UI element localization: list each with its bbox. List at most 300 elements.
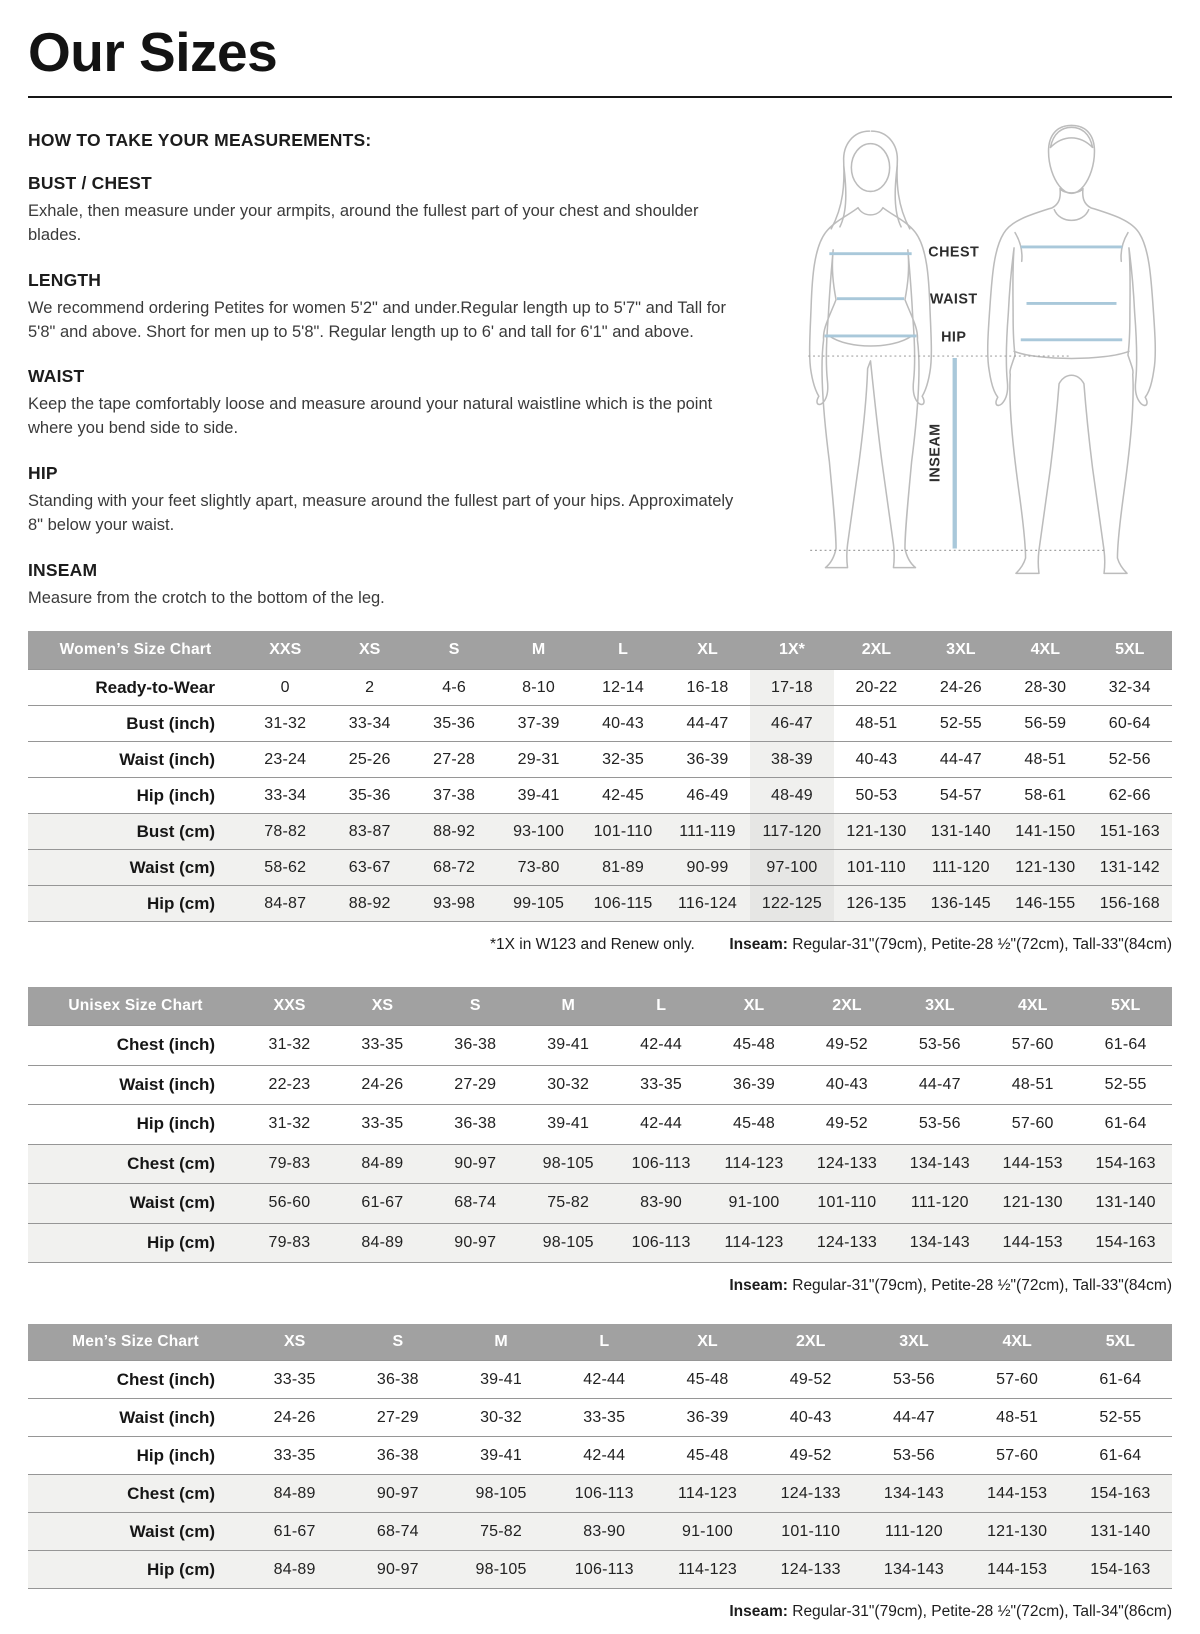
measurement-instructions xyxy=(28,130,770,611)
size-cell: 17-18 xyxy=(750,670,834,705)
size-cell: 101-110 xyxy=(846,858,906,876)
size-cell: 39-41 xyxy=(480,1370,522,1388)
womens-size-chart xyxy=(28,631,1172,967)
hip-label: HIP xyxy=(941,329,967,346)
column-header: XS xyxy=(359,641,381,659)
size-cell: 54-57 xyxy=(939,786,982,804)
size-cell: 36-38 xyxy=(376,1370,419,1388)
size-cell: 45-48 xyxy=(686,1446,729,1464)
size-cell: 154-163 xyxy=(1095,1154,1156,1172)
table-row xyxy=(28,1474,1172,1512)
size-cell: 68-72 xyxy=(433,858,476,876)
table-row xyxy=(28,1398,1172,1436)
size-cell: 33-35 xyxy=(273,1370,316,1388)
section-body: Measure from the crotch to the bottom of the leg. xyxy=(28,589,385,608)
size-cell: 141-150 xyxy=(1015,822,1076,840)
size-cell: 36-38 xyxy=(376,1446,419,1464)
size-cell: 131-140 xyxy=(930,822,991,840)
row-label: Ready-to-Wear xyxy=(95,677,215,697)
size-cell: 156-168 xyxy=(1099,894,1160,912)
column-header: 5XL xyxy=(1115,641,1145,659)
column-header: 4XL xyxy=(1030,641,1060,659)
size-cell: 33-35 xyxy=(361,1115,404,1133)
size-cell: 131-140 xyxy=(1095,1194,1156,1212)
size-cell: 57-60 xyxy=(996,1446,1039,1464)
column-header: XXS xyxy=(273,997,306,1015)
size-cell: 49-52 xyxy=(789,1446,832,1464)
section-body: Standing with your feet slightly apart, measure around the fullest part of your hips. Approximately 8" below your waist. xyxy=(28,492,734,535)
size-cell: 121-130 xyxy=(987,1522,1048,1540)
column-header: S xyxy=(448,641,460,659)
row-label: Hip (cm) xyxy=(147,1232,215,1252)
row-label: Waist (cm) xyxy=(129,857,215,877)
size-cell: 36-39 xyxy=(686,1408,729,1426)
column-header: L xyxy=(656,997,666,1015)
size-cell: 33-35 xyxy=(640,1075,683,1093)
size-cell: 0 xyxy=(280,678,290,696)
size-cell: 154-163 xyxy=(1095,1233,1156,1251)
column-header: XXS xyxy=(269,641,302,659)
size-cell: 53-56 xyxy=(892,1446,935,1464)
column-header: M xyxy=(494,1333,508,1351)
size-cell: 39-41 xyxy=(480,1446,522,1464)
size-cell: 52-55 xyxy=(939,714,982,732)
size-cell: 35-36 xyxy=(348,786,391,804)
column-header: S xyxy=(469,997,481,1015)
table-row xyxy=(28,705,1172,741)
table-row xyxy=(28,1223,1172,1263)
waist-label: WAIST xyxy=(929,291,978,308)
column-header: 5XL xyxy=(1110,997,1141,1015)
footnote-asterisk-note: *1X in W123 and Renew only. xyxy=(490,936,695,954)
table-header-row xyxy=(28,1324,1172,1360)
size-cell: 57-60 xyxy=(996,1370,1039,1388)
table-title: Women’s Size Chart xyxy=(59,641,212,659)
size-cell: 37-39 xyxy=(517,714,560,732)
size-cell: 144-153 xyxy=(987,1484,1048,1502)
section-body: We recommend ordering Petites for women 5'2" and under.Regular length up to 5'7" and Tall for 5'8" and above. Short for men up to 5'8". Regular length up to 6' and tall for 6'1" and above. xyxy=(28,298,726,341)
size-cell: 24-26 xyxy=(939,678,982,696)
size-cell: 28-30 xyxy=(1024,678,1067,696)
size-cell: 35-36 xyxy=(433,714,476,732)
size-cell: 151-163 xyxy=(1099,822,1160,840)
size-cell: 27-28 xyxy=(433,750,476,768)
row-label: Bust (inch) xyxy=(126,713,215,733)
row-label: Waist (cm) xyxy=(129,1193,215,1213)
size-guide-page xyxy=(0,21,1200,1634)
table-title: Unisex Size Chart xyxy=(68,997,203,1015)
size-cell: 61-64 xyxy=(1099,1370,1142,1388)
size-cell: 99-105 xyxy=(513,894,565,912)
size-cell: 53-56 xyxy=(918,1036,961,1054)
size-cell: 101-110 xyxy=(817,1194,877,1212)
size-cell: 111-120 xyxy=(910,1194,969,1212)
column-header: 3XL xyxy=(946,641,976,659)
size-cell: 90-97 xyxy=(454,1154,497,1172)
size-cell: 90-97 xyxy=(376,1484,419,1502)
inseam-note: Inseam: Regular-31"(79cm), Petite-28 ½"(72cm), Tall-34"(86cm) xyxy=(729,1603,1172,1621)
size-cell: 39-41 xyxy=(517,786,560,804)
inseam-note: Inseam: Regular-31"(79cm), Petite-28 ½"(72cm), Tall-33"(84cm) xyxy=(729,1277,1172,1295)
size-cell: 61-64 xyxy=(1099,1446,1142,1464)
size-cell: 16-18 xyxy=(686,678,729,696)
size-cell: 32-35 xyxy=(602,750,644,768)
row-label: Hip (cm) xyxy=(147,893,215,913)
size-cell: 117-120 xyxy=(750,814,834,849)
column-header: XL xyxy=(743,997,765,1015)
size-cell: 20-22 xyxy=(855,678,898,696)
table-title: Men’s Size Chart xyxy=(72,1333,199,1351)
size-cell: 114-123 xyxy=(724,1154,784,1172)
size-cell: 25-26 xyxy=(348,750,391,768)
table-header-row xyxy=(28,987,1172,1025)
column-header: XS xyxy=(371,997,394,1015)
table-footnote xyxy=(28,1588,1172,1634)
row-label: Chest (cm) xyxy=(127,1483,215,1503)
unisex-size-chart xyxy=(28,987,1172,1308)
size-cell: 93-100 xyxy=(513,822,565,840)
row-label: Hip (inch) xyxy=(136,1445,215,1465)
size-cell: 61-67 xyxy=(273,1522,316,1540)
size-cell: 121-130 xyxy=(1015,858,1076,876)
size-cell: 134-143 xyxy=(909,1154,970,1172)
size-cell: 146-155 xyxy=(1015,894,1076,912)
size-cell: 68-74 xyxy=(454,1194,497,1212)
table-row xyxy=(28,813,1172,849)
size-cell: 40-43 xyxy=(602,714,644,732)
table-row xyxy=(28,1436,1172,1474)
size-cell: 23-24 xyxy=(264,750,307,768)
size-cell: 31-32 xyxy=(268,1036,311,1054)
size-cell: 58-62 xyxy=(264,858,307,876)
size-cell: 154-163 xyxy=(1090,1484,1151,1502)
size-cell: 52-55 xyxy=(1099,1408,1142,1426)
size-cell: 52-56 xyxy=(1108,750,1151,768)
row-label: Hip (inch) xyxy=(136,1114,215,1134)
column-header: 2XL xyxy=(832,997,862,1015)
size-cell: 97-100 xyxy=(750,850,834,885)
size-cell: 61-67 xyxy=(361,1194,404,1212)
size-cell: 42-44 xyxy=(640,1115,683,1133)
size-cell: 52-55 xyxy=(1104,1075,1147,1093)
size-cell: 88-92 xyxy=(433,822,476,840)
size-cell: 98-105 xyxy=(542,1154,594,1172)
column-header: S xyxy=(392,1333,404,1351)
table-row xyxy=(28,885,1172,921)
size-cell: 49-52 xyxy=(825,1115,868,1133)
size-cell: 81-89 xyxy=(602,858,644,876)
section-inseam xyxy=(28,560,770,611)
size-cell: 144-153 xyxy=(987,1560,1048,1578)
section-title: HIP xyxy=(28,463,58,484)
size-cell: 84-89 xyxy=(361,1233,404,1251)
size-cell: 111-120 xyxy=(931,858,990,876)
size-cell: 114-123 xyxy=(678,1484,737,1502)
row-label: Waist (inch) xyxy=(119,1407,215,1427)
size-cell: 46-49 xyxy=(686,786,729,804)
size-cell: 101-110 xyxy=(593,822,653,840)
size-cell: 134-143 xyxy=(909,1233,970,1251)
size-cell: 144-153 xyxy=(1002,1233,1063,1251)
size-cell: 44-47 xyxy=(686,714,729,732)
size-cell: 57-60 xyxy=(1011,1036,1054,1054)
table-row xyxy=(28,849,1172,885)
size-cell: 144-153 xyxy=(1002,1154,1063,1172)
size-cell: 42-45 xyxy=(602,786,644,804)
row-label: Waist (inch) xyxy=(119,1074,215,1094)
page-title: Our Sizes xyxy=(28,21,278,83)
section-hip xyxy=(28,463,770,538)
row-label: Waist (inch) xyxy=(119,749,215,769)
size-cell: 46-47 xyxy=(750,706,834,741)
size-cell: 36-38 xyxy=(454,1115,497,1133)
size-cell: 83-90 xyxy=(583,1522,626,1540)
size-cell: 126-135 xyxy=(846,894,907,912)
size-cell: 91-100 xyxy=(681,1522,733,1540)
section-title: BUST / CHEST xyxy=(28,172,152,193)
size-cell: 83-87 xyxy=(348,822,391,840)
column-header: 5XL xyxy=(1105,1333,1136,1351)
size-cell: 121-130 xyxy=(846,822,907,840)
size-cell: 93-98 xyxy=(433,894,476,912)
table-row xyxy=(28,1512,1172,1550)
measurement-diagram xyxy=(770,114,1172,579)
size-cell: 48-51 xyxy=(1011,1075,1054,1093)
inseam-note: Inseam: Regular-31"(79cm), Petite-28 ½"(72cm), Tall-33"(84cm) xyxy=(729,936,1172,954)
size-cell: 33-35 xyxy=(583,1408,626,1426)
size-cell: 154-163 xyxy=(1090,1560,1151,1578)
size-cell: 24-26 xyxy=(361,1075,404,1093)
inseam-label: INSEAM xyxy=(927,423,944,482)
size-cell: 44-47 xyxy=(918,1075,961,1093)
size-cell: 53-56 xyxy=(918,1115,961,1133)
size-cell: 49-52 xyxy=(789,1370,832,1388)
size-cell: 124-133 xyxy=(780,1560,841,1578)
size-cell: 134-143 xyxy=(883,1560,944,1578)
size-cell: 45-48 xyxy=(733,1036,775,1054)
table-row xyxy=(28,741,1172,777)
size-cell: 24-26 xyxy=(273,1408,316,1426)
size-cell: 106-115 xyxy=(593,894,653,912)
size-cell: 84-89 xyxy=(273,1560,316,1578)
table-header-row xyxy=(28,631,1172,669)
table-row xyxy=(28,1360,1172,1398)
table-row xyxy=(28,1104,1172,1144)
size-cell: 40-43 xyxy=(825,1075,868,1093)
female-figure-outline xyxy=(810,131,932,567)
size-cell: 36-38 xyxy=(454,1036,497,1054)
size-cell: 60-64 xyxy=(1108,714,1151,732)
size-cell: 131-142 xyxy=(1099,858,1160,876)
size-cell: 33-34 xyxy=(264,786,307,804)
section-length xyxy=(28,270,770,345)
table-row xyxy=(28,1065,1172,1105)
size-cell: 57-60 xyxy=(1011,1115,1054,1133)
table-row xyxy=(28,1144,1172,1184)
size-cell: 37-38 xyxy=(433,786,476,804)
column-header: M xyxy=(531,641,546,659)
size-cell: 56-60 xyxy=(268,1194,311,1212)
row-label: Waist (cm) xyxy=(129,1521,215,1541)
size-cell: 49-52 xyxy=(825,1036,868,1054)
size-cell: 75-82 xyxy=(547,1194,590,1212)
size-cell: 61-64 xyxy=(1104,1036,1147,1054)
size-cell: 68-74 xyxy=(376,1522,419,1540)
size-cell: 12-14 xyxy=(602,678,644,696)
size-cell: 36-39 xyxy=(686,750,729,768)
column-header: XL xyxy=(697,1333,718,1351)
size-cell: 124-133 xyxy=(780,1484,841,1502)
row-label: Chest (inch) xyxy=(116,1369,215,1389)
size-cell: 44-47 xyxy=(939,750,982,768)
size-cell: 124-133 xyxy=(816,1233,877,1251)
table-footnote xyxy=(28,1262,1172,1308)
size-cell: 90-97 xyxy=(454,1233,497,1251)
size-cell: 88-92 xyxy=(348,894,391,912)
column-header: 2XL xyxy=(861,641,892,659)
size-cell: 84-87 xyxy=(264,894,307,912)
size-cell: 48-49 xyxy=(750,778,834,813)
size-cell: 73-80 xyxy=(517,858,560,876)
size-cell: 61-64 xyxy=(1104,1115,1147,1133)
size-cell: 30-32 xyxy=(547,1075,590,1093)
column-header: 3XL xyxy=(899,1333,929,1351)
size-cell: 8-10 xyxy=(522,678,555,696)
size-cell: 90-99 xyxy=(686,858,729,876)
size-cell: 42-44 xyxy=(640,1036,683,1054)
size-cell: 40-43 xyxy=(789,1408,832,1426)
column-header: L xyxy=(599,1333,610,1351)
size-cell: 31-32 xyxy=(268,1115,311,1133)
section-waist xyxy=(28,366,770,441)
size-cell: 36-39 xyxy=(733,1075,775,1093)
size-cell: 44-47 xyxy=(892,1408,935,1426)
size-cell: 53-56 xyxy=(892,1370,935,1388)
size-cell: 75-82 xyxy=(480,1522,522,1540)
measurements-heading: HOW TO TAKE YOUR MEASUREMENTS: xyxy=(28,129,372,150)
size-cell: 40-43 xyxy=(855,750,898,768)
column-header: XL xyxy=(697,641,718,659)
section-bust-chest xyxy=(28,173,770,248)
size-cell: 58-61 xyxy=(1024,786,1067,804)
section-body: Keep the tape comfortably loose and measure around your natural waistline which is the point where you bend side to side. xyxy=(28,395,713,438)
section-title: LENGTH xyxy=(28,269,102,290)
section-title: WAIST xyxy=(28,366,85,387)
size-cell: 98-105 xyxy=(542,1233,594,1251)
size-cell: 98-105 xyxy=(475,1484,527,1502)
row-label: Hip (cm) xyxy=(147,1559,215,1579)
size-cell: 106-113 xyxy=(574,1484,634,1502)
size-cell: 42-44 xyxy=(583,1446,626,1464)
size-cell: 29-31 xyxy=(517,750,560,768)
size-cell: 2 xyxy=(365,678,375,696)
size-cell: 98-105 xyxy=(475,1560,527,1578)
size-cell: 22-23 xyxy=(268,1075,311,1093)
table-row xyxy=(28,1550,1172,1588)
size-cell: 114-123 xyxy=(678,1560,737,1578)
size-cell: 131-140 xyxy=(1090,1522,1151,1540)
row-label: Hip (inch) xyxy=(136,785,215,805)
size-cell: 33-35 xyxy=(273,1446,316,1464)
size-cell: 83-90 xyxy=(640,1194,683,1212)
title-divider xyxy=(28,96,1172,98)
size-cell: 32-34 xyxy=(1108,678,1151,696)
size-cell: 106-113 xyxy=(574,1560,634,1578)
size-cell: 45-48 xyxy=(686,1370,729,1388)
size-cell: 30-32 xyxy=(480,1408,522,1426)
size-cell: 122-125 xyxy=(750,886,834,921)
mens-size-chart xyxy=(28,1324,1172,1634)
size-cell: 4-6 xyxy=(442,678,466,696)
column-header: 3XL xyxy=(925,997,955,1015)
size-cell: 38-39 xyxy=(750,742,834,777)
section-body: Exhale, then measure under your armpits, around the fullest part of your chest and shoulder blades. xyxy=(28,201,699,244)
size-cell: 136-145 xyxy=(930,894,991,912)
size-cell: 42-44 xyxy=(583,1370,626,1388)
table-row xyxy=(28,777,1172,813)
size-cell: 33-35 xyxy=(361,1036,404,1054)
body-figures-illustration xyxy=(770,114,1172,579)
column-header: 4XL xyxy=(1002,1333,1032,1351)
row-label: Bust (cm) xyxy=(136,821,215,841)
column-header: M xyxy=(561,997,575,1015)
column-header: XS xyxy=(283,1333,306,1351)
size-cell: 84-89 xyxy=(273,1484,316,1502)
section-title: INSEAM xyxy=(28,560,98,581)
size-cell: 27-29 xyxy=(376,1408,419,1426)
size-cell: 84-89 xyxy=(361,1154,404,1172)
size-cell: 101-110 xyxy=(781,1522,841,1540)
size-cell: 91-100 xyxy=(728,1194,780,1212)
size-cell: 63-67 xyxy=(348,858,391,876)
size-cell: 39-41 xyxy=(547,1115,590,1133)
size-cell: 48-51 xyxy=(855,714,898,732)
size-cell: 39-41 xyxy=(547,1036,590,1054)
row-label: Chest (inch) xyxy=(116,1035,215,1055)
column-header: L xyxy=(618,641,628,659)
size-cell: 106-113 xyxy=(631,1154,691,1172)
size-cell: 78-82 xyxy=(264,822,307,840)
table-row xyxy=(28,1025,1172,1065)
size-cell: 134-143 xyxy=(883,1484,944,1502)
size-cell: 114-123 xyxy=(724,1233,784,1251)
size-cell: 116-124 xyxy=(678,894,737,912)
size-cell: 48-51 xyxy=(996,1408,1039,1426)
table-row xyxy=(28,669,1172,705)
size-cell: 33-34 xyxy=(348,714,391,732)
size-cell: 90-97 xyxy=(376,1560,419,1578)
size-cell: 79-83 xyxy=(268,1233,311,1251)
size-cell: 106-113 xyxy=(631,1233,691,1251)
size-cell: 56-59 xyxy=(1024,714,1067,732)
size-cell: 111-120 xyxy=(885,1522,943,1540)
size-cell: 50-53 xyxy=(855,786,898,804)
table-footnote xyxy=(28,921,1172,967)
size-cell: 45-48 xyxy=(733,1115,775,1133)
table-row xyxy=(28,1183,1172,1223)
size-cell: 124-133 xyxy=(816,1154,877,1172)
row-label: Chest (cm) xyxy=(127,1153,215,1173)
column-header: 2XL xyxy=(796,1333,826,1351)
chest-label: CHEST xyxy=(928,244,980,261)
size-cell: 48-51 xyxy=(1024,750,1067,768)
size-cell: 111-119 xyxy=(679,822,736,840)
column-header: 1X* xyxy=(779,641,805,659)
size-cell: 62-66 xyxy=(1108,786,1151,804)
size-cell: 27-29 xyxy=(454,1075,497,1093)
column-header: 4XL xyxy=(1018,997,1048,1015)
size-cell: 79-83 xyxy=(268,1154,311,1172)
